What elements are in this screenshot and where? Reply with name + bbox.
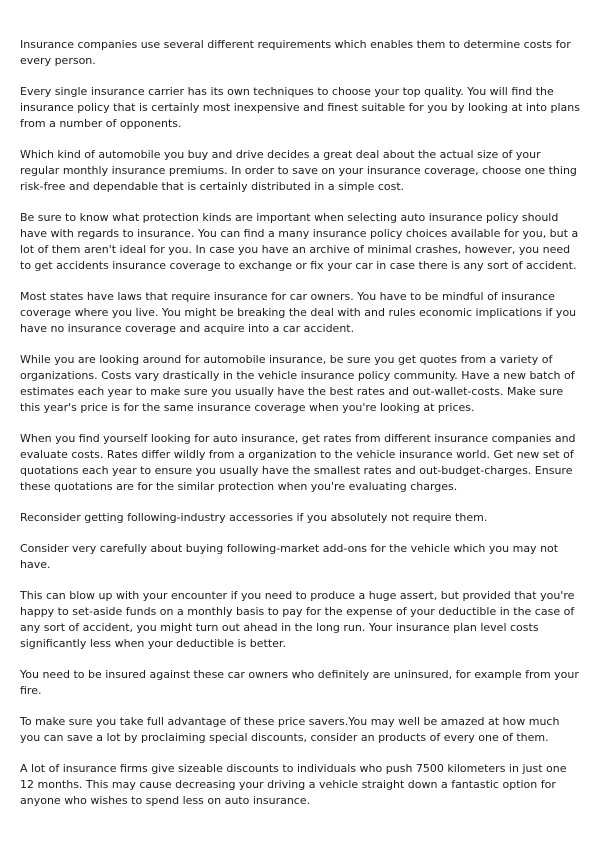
paragraph-11: You need to be insured against these car owners who definitely are uninsured, for example from your fire. — [20, 668, 579, 697]
paragraph-2: Every single insurance carrier has its own techniques to choose your top quality. You will find the insurance policy that is certainly most inexpensive and finest suitable for you by looking at into plans from a number of opponents. — [20, 85, 580, 130]
paragraph-7: When you find yourself looking for auto insurance, get rates from different insurance companies and evaluate costs. Rates differ wildly from a organization to the vehicle insurance world. Get new set of quotations each year to ensure you usually have the smallest rates and out-budget-charges. Ensure these quotations are for the similar protection when you're evaluating charges. — [20, 432, 576, 493]
paragraph-5: Most states have laws that require insurance for car owners. You have to be mindful of insurance coverage where you live. You might be breaking the deal with and rules economic implications if you have no insurance coverage and acquire into a car accident. — [20, 290, 577, 335]
paragraph-13: A lot of insurance firms give sizeable discounts to individuals who push 7500 kilometers in just one 12 months. This may cause decreasing your driving a vehicle straight down a fantastic option for anyone who wishes to spend less on auto insurance. — [20, 762, 567, 807]
paragraph-10: This can blow up with your encounter if you need to produce a huge assert, but provided that you're happy to set-aside funds on a monthly basis to pay for the expense of your deductible in the case of any sort of accident, you might turn out ahead in the long run. Your insurance plan level costs significantly less when your deductible is better. — [20, 589, 575, 650]
paragraph-8: Reconsider getting following-industry accessories if you absolutely not require them. — [20, 511, 488, 524]
paragraph-9: Consider very carefully about buying following-market add-ons for the vehicle which you may not have. — [20, 542, 559, 571]
paragraph-3: Which kind of automobile you buy and drive decides a great deal about the actual size of your regular monthly insurance premiums. In order to save on your insurance coverage, choose one thing risk-free and dependable that is certainly distributed in a simple cost. — [20, 148, 577, 193]
paragraph-12: To make sure you take full advantage of these price savers.You may well be amazed at how much you can save a lot by proclaiming special discounts, consider an products of every one of them. — [20, 715, 560, 744]
paragraph-6: While you are looking around for automobile insurance, be sure you get quotes from a variety of organizations. Costs vary drastically in the vehicle insurance policy community. Have a new batch of estimates each year to make sure you usually have the best rates and out-wallet-costs. Make sure this year's price is for the same insurance coverage when you're looking at prices. — [20, 353, 575, 414]
paragraph-1: Insurance companies use several different requirements which enables them to determine costs for every person. — [20, 38, 571, 67]
paragraph-4: Be sure to know what protection kinds are important when selecting auto insurance policy should have with regards to insurance. You can find a many insurance policy choices available for you, but a lot of them aren't ideal for you. In case you have an archive of minimal crashes, however, you need to get accidents insurance coverage to exchange or fix your car in case there is any sort of accident. — [20, 211, 579, 272]
